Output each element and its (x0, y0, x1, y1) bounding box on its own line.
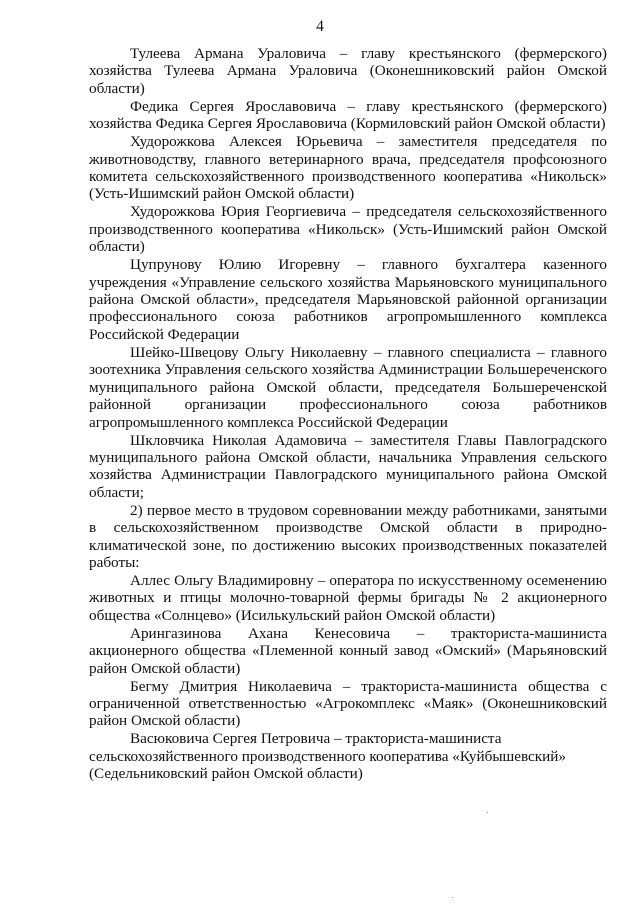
scan-speck (452, 897, 453, 898)
award-entry: Худорожкова Алексея Юрьевича – заместителя председателя по животноводству, главного ветеринарного врача, председателя профсоюзного комитета сельскохозяйственного производственного кооператива «Никольск» (Усть-Ишимский район Омской области) (89, 133, 607, 203)
award-entry: Шейко-Швецову Ольгу Николаевну – главного специалиста – главного зоотехника Управления сельского хозяйства Администрации Большереченского муниципального района Омской области, председателя Большереченской районной организации профессионального союза работников агропромышленного комплекса Российской Федерации (89, 343, 607, 431)
page-number: 4 (316, 18, 324, 35)
award-entry: Худорожкова Юрия Георгиевича – председателя сельскохозяйственного производственного кооператива «Никольск» (Усть-Ишимский район Омской области) (89, 203, 607, 256)
award-entry: Тулеева Армана Ураловича – главу крестьянского (фермерского) хозяйства Тулеева Армана Ураловича (Оконешниковский район Омской области) (89, 45, 607, 97)
award-entry: Васюковича Сергея Петровича – тракториста-машиниста сельскохозяйственного производственного кооператива «Куйбышевский» (Седельниковский район Омской области) (89, 730, 567, 783)
award-entry: Цупрунову Юлию Игоревну – главного бухгалтера казенного учреждения «Управление сельского хозяйства Марьяновского муниципального района Омской области», председателя Марьяновской районной организации профессионального союза работников агропромышленного комплекса Российской Федерации (89, 256, 607, 343)
award-entry: Аллес Ольгу Владимировну – оператора по искусственному осеменению животных и птицы молочно-товарной фермы бригады № 2 акционерного общества «Солнцево» (Исилькульский район Омской области) (89, 571, 607, 624)
scan-speck (487, 812, 488, 813)
award-entry: Бегму Дмитрия Николаевича – тракториста-машиниста общества с ограниченной ответственностью «Агрокомплекс «Маяк» (Оконешниковский район Омской области) (89, 677, 607, 730)
section-heading: 2) первое место в трудовом соревновании между работниками, занятыми в сельскохозяйственном производстве Омской области в природно-климатической зоне, по достижению высоких производственных показателей работы: (89, 501, 607, 571)
award-entry: Федика Сергея Ярославовича – главу крестьянского (фермерского) хозяйства Федика Сергея Ярославовича (Кормиловский район Омской области) (89, 97, 607, 133)
document-body (89, 45, 607, 783)
award-entry: Шкловчика Николая Адамовича – заместителя Главы Павлоградского муниципального района Омской области, начальника Управления сельского хозяйства Администрации Павлоградского муниципального района Омской области; (89, 431, 607, 501)
award-entry: Арингазинова Ахана Кенесовича – тракториста-машиниста акционерного общества «Племенной конный завод «Омский» (Марьяновский район Омской области) (89, 624, 607, 677)
